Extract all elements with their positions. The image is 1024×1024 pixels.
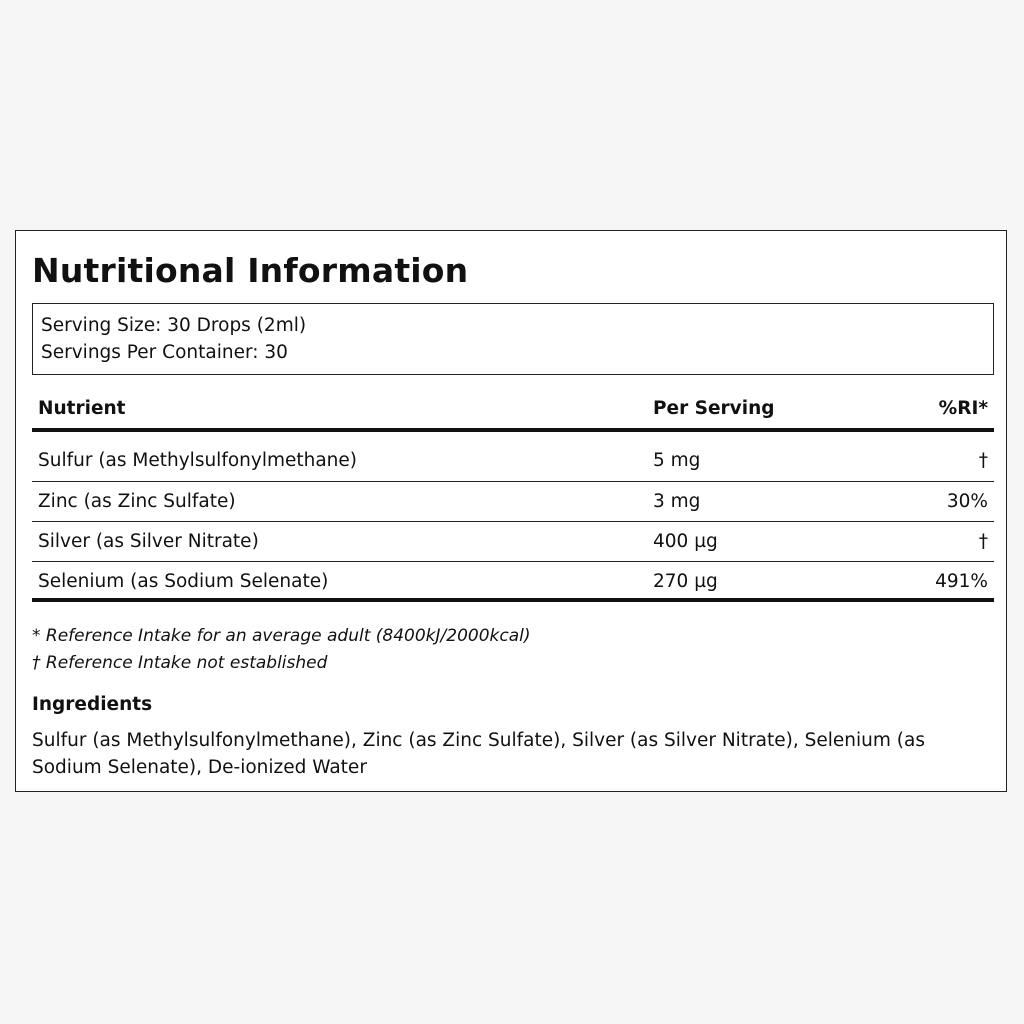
nutrient-table (32, 391, 994, 602)
footnote-not-established: † Reference Intake not established (32, 653, 328, 673)
nutrient-amount: 5 mg (653, 450, 701, 471)
header-nutrient: Nutrient (38, 398, 126, 419)
footnotes (32, 623, 531, 677)
table-row (32, 562, 994, 602)
table-row (32, 432, 994, 482)
nutrient-amount: 3 mg (653, 491, 701, 512)
table-row (32, 482, 994, 522)
serving-size: Serving Size: 30 Drops (2ml) (41, 315, 307, 336)
header-per-serving: Per Serving (653, 398, 775, 419)
table-row (32, 522, 994, 562)
servings-per-container: Servings Per Container: 30 (41, 342, 288, 363)
header-ri: %RI* (938, 398, 988, 419)
nutrient-name: Selenium (as Sodium Selenate) (38, 571, 329, 592)
nutrient-name: Sulfur (as Methylsulfonylmethane) (38, 450, 358, 471)
nutrient-ri: 30% (946, 491, 988, 512)
nutrient-ri: 491% (935, 571, 988, 592)
nutrient-amount: 270 µg (653, 571, 718, 592)
nutrient-name: Silver (as Silver Nitrate) (38, 531, 259, 552)
nutrient-ri: † (978, 531, 988, 552)
table-header-row (32, 391, 994, 432)
ingredients-heading: Ingredients (32, 694, 153, 715)
footnote-reference-intake: * Reference Intake for an average adult (8400kJ/2000kcal) (32, 626, 531, 646)
nutrient-name: Zinc (as Zinc Sulfate) (38, 491, 236, 512)
serving-info-box (32, 303, 994, 375)
nutrient-amount: 400 µg (653, 531, 718, 552)
ingredients-text: Sulfur (as Methylsulfonylmethane), Zinc (as Zinc Sulfate), Silver (as Silver Nitrate), Selenium (as Sodium Selenate), De-ionized Water (32, 730, 925, 778)
nutrient-ri: † (978, 450, 988, 471)
panel-title: Nutritional Information (32, 251, 469, 290)
nutrition-panel (15, 230, 1007, 792)
